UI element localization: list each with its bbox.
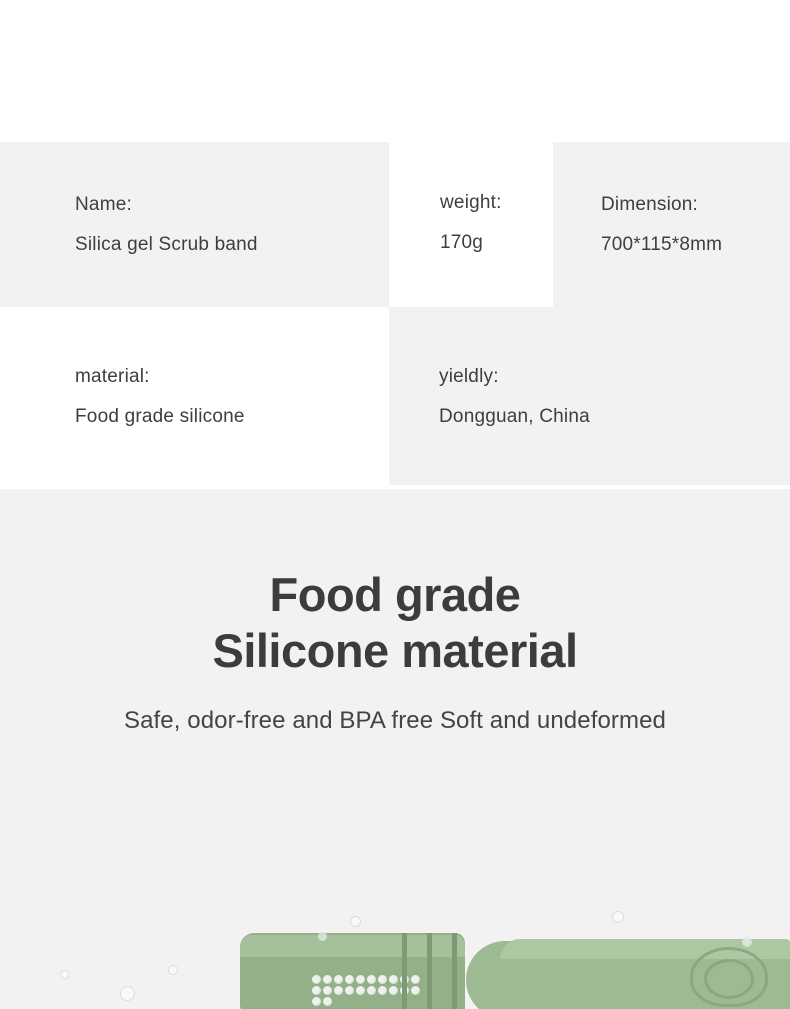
band-hinge — [427, 933, 432, 1009]
spec-label-dimension: Dimension: — [601, 194, 699, 215]
band-hinge — [402, 933, 407, 1009]
spec-label-material: material: — [75, 365, 150, 387]
spec-value-name: Silica gel Scrub band — [75, 234, 258, 255]
water-bubble — [350, 916, 361, 927]
spec-label-weight: weight: — [440, 192, 502, 213]
spec-value-weight: 170g — [440, 232, 484, 253]
hero-title-line1: Food grade — [269, 568, 521, 621]
band-swirl-pattern-inner — [704, 959, 754, 999]
product-image — [0, 914, 790, 1009]
water-bubble — [168, 965, 178, 975]
hero-title-line2: Silicone material — [212, 624, 578, 678]
spec-cell-material — [0, 307, 389, 485]
hero-section — [0, 489, 790, 1009]
spec-value-yieldly: Dongguan, China — [439, 405, 590, 427]
spec-cell-name — [0, 142, 389, 307]
spec-value-material: Food grade silicone — [75, 405, 245, 427]
water-bubble — [120, 986, 135, 1001]
spec-cell-dimension — [553, 142, 790, 307]
spec-cell-yieldly — [389, 307, 790, 485]
spec-cell-weight — [389, 142, 553, 307]
spec-label-yieldly: yieldly: — [439, 365, 499, 387]
water-bubble — [60, 970, 69, 979]
table-row — [0, 142, 790, 307]
band-hinge — [452, 933, 457, 1009]
water-bubble — [742, 937, 752, 947]
hero-subtitle: Safe, odor-free and BPA free Soft and undeformed — [123, 707, 667, 734]
water-bubble — [612, 911, 624, 923]
scrub-beads — [312, 975, 430, 997]
spec-label-name: Name: — [75, 194, 132, 215]
table-row — [0, 307, 790, 485]
specification-table — [0, 142, 790, 485]
spec-value-dimension: 700*115*8mm — [601, 234, 723, 255]
water-bubble — [318, 932, 327, 941]
hero-title — [0, 567, 790, 680]
